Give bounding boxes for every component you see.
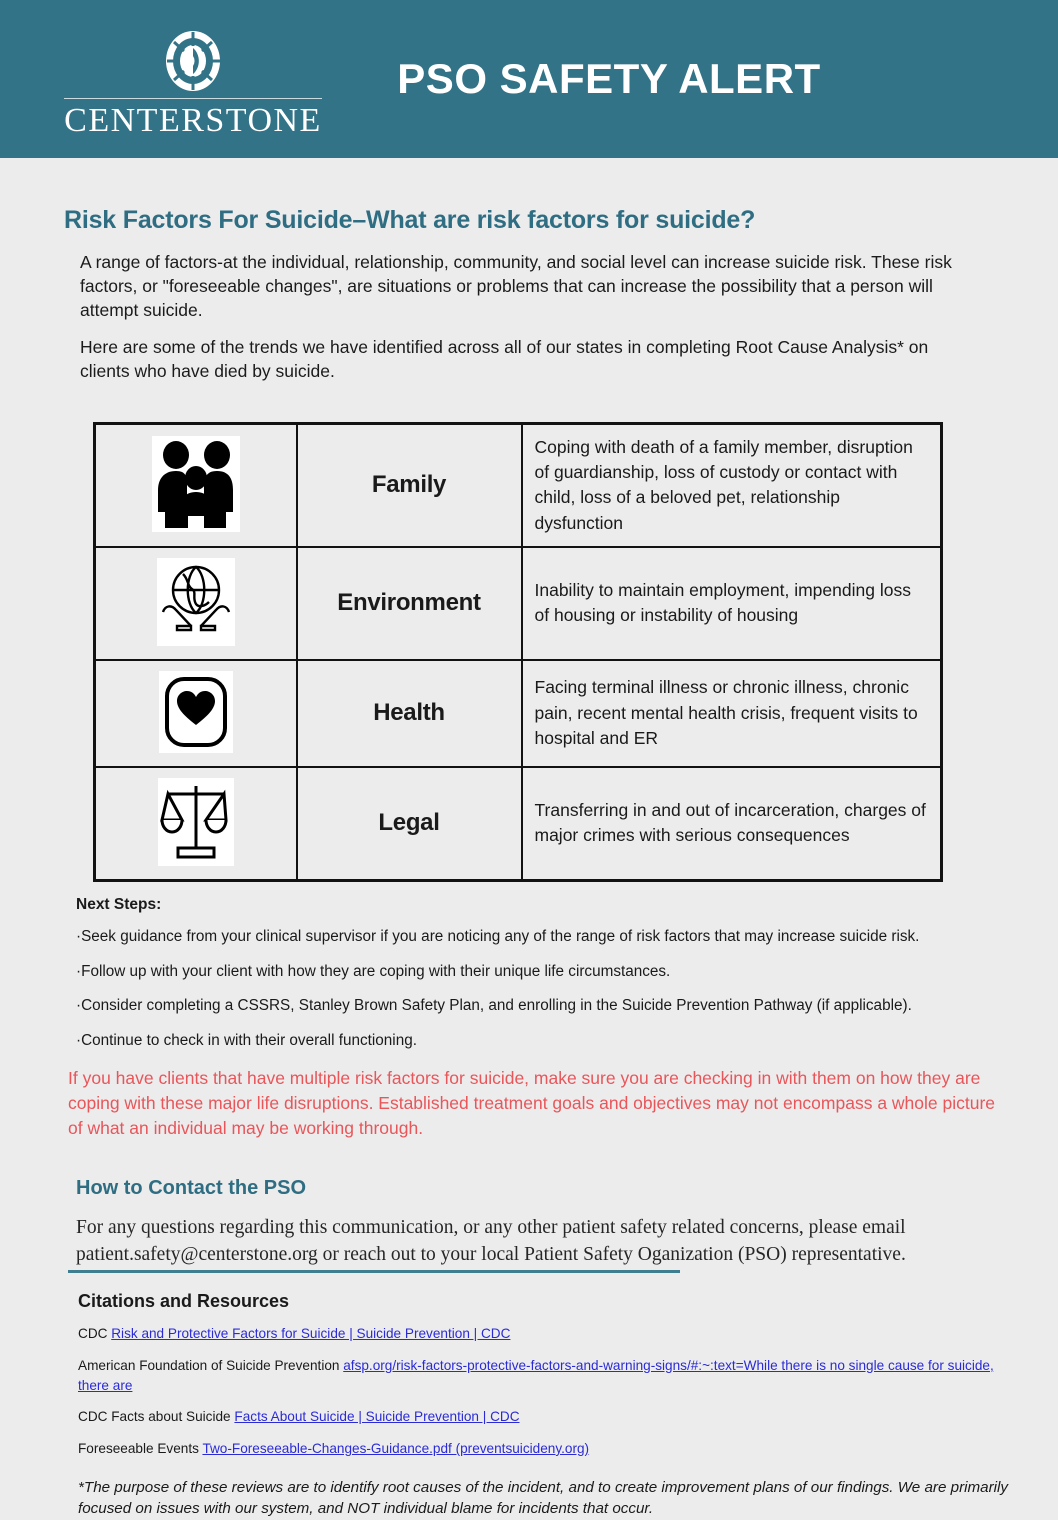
next-steps-heading: Next Steps:	[76, 895, 162, 913]
table-row	[95, 423, 942, 546]
footnote-text: *The purpose of these reviews are to identify root causes of the incident, and to create improvement plans of our findings. We are primarily focused on issues with our system, and NOT individual blame for incidents that occur.	[78, 1478, 1009, 1518]
citation-prefix: American Foundation of Suicide Prevention	[78, 1357, 344, 1373]
section-title: Risk Factors For Suicide–What are risk factors for suicide?	[64, 206, 756, 234]
family-group-icon	[152, 436, 240, 532]
heart-in-rounded-square-icon	[159, 671, 233, 753]
citation-row	[78, 1407, 1008, 1427]
next-steps-block	[76, 896, 1006, 1052]
contact-underline-rule	[68, 1270, 680, 1273]
risk-factors-table	[93, 422, 943, 882]
page-header	[0, 0, 1058, 158]
icon-cell	[95, 423, 297, 546]
intro-block	[80, 251, 978, 384]
warning-callout: If you have clients that have multiple risk factors for suicide, make sure you are checking in with them on how they are coping with these major life disruptions. Established treatment goals and objectives may not encompass a whole picture of what an individual may be working through.	[68, 1068, 996, 1138]
citation-row	[78, 1356, 1008, 1395]
risk-label: Health	[297, 660, 522, 767]
risk-label: Legal	[297, 767, 522, 881]
citation-prefix: CDC Facts about Suicide	[78, 1409, 235, 1425]
citation-link[interactable]: afsp.org/risk-factors-protective-factors-and-warning-signs/#:~:text=While there is no single cause for suicide, there are	[78, 1357, 994, 1393]
contact-lead-text: For any questions regarding this communication, or any other patient safety related concerns, please email	[76, 1216, 906, 1238]
table-row	[95, 660, 942, 767]
page-body	[0, 206, 1058, 1520]
table-row	[95, 547, 942, 660]
globe-in-hands-icon	[157, 558, 235, 646]
next-steps-item: ·Continue to check in with their overall functioning.	[76, 1032, 417, 1050]
next-steps-item: ·Consider completing a CSSRS, Stanley Brown Safety Plan, and enrolling in the Suicide Prevention Pathway (if applicable).	[76, 997, 912, 1015]
citation-link[interactable]: Facts About Suicide | Suicide Prevention | CDC	[234, 1409, 520, 1425]
risk-label: Environment	[297, 547, 522, 660]
risk-label: Family	[297, 423, 522, 546]
next-steps-item: ·Follow up with your client with how they are coping with their unique life circumstances.	[76, 962, 671, 980]
table-row	[95, 767, 942, 881]
contact-paragraph	[76, 1214, 1006, 1269]
intro-paragraph-1: A range of factors-at the individual, relationship, community, and social level can increase suicide risk. These risk factors, or "foreseeable changes", are situations or problems that can increase the possibility that a person will attempt suicide.	[80, 252, 952, 320]
icon-cell	[95, 547, 297, 660]
icon-cell	[95, 660, 297, 767]
risk-description: Coping with death of a family member, disruption of guardianship, loss of custody or contact with child, loss of a beloved pet, relationship dysfunction	[522, 423, 942, 546]
logo-wordmark: CENTERSTONE	[64, 102, 322, 139]
citations-list	[78, 1324, 1008, 1459]
contact-tail-text: or reach out to your local Patient Safety Oganization (PSO) representative.	[317, 1244, 906, 1266]
risk-description: Transferring in and out of incarceration, charges of major crimes with serious consequences	[522, 767, 942, 881]
contact-email-link[interactable]: patient.safety@centerstone.org	[76, 1244, 318, 1266]
balance-scales-icon	[158, 778, 234, 866]
next-steps-item: ·Seek guidance from your clinical supervisor if you are noticing any of the range of risk factors that may increase suicide risk.	[76, 927, 920, 945]
citation-prefix: Foreseeable Events	[78, 1440, 203, 1456]
contact-section-title: How to Contact the PSO	[76, 1176, 306, 1199]
risk-description: Inability to maintain employment, impending loss of housing or instability of housing	[522, 547, 942, 660]
risk-description: Facing terminal illness or chronic illness, chronic pain, recent mental health crisis, frequent visits to hospital and ER	[522, 660, 942, 767]
citations-title: Citations and Resources	[78, 1291, 290, 1312]
citation-prefix: CDC	[78, 1326, 112, 1342]
citation-link[interactable]: Risk and Protective Factors for Suicide | Suicide Prevention | CDC	[111, 1326, 511, 1342]
citation-row	[78, 1439, 1008, 1459]
icon-cell	[95, 767, 297, 881]
intro-paragraph-2: Here are some of the trends we have identified across all of our states in completing Root Cause Analysis* on clients who have died by suicide.	[80, 337, 929, 382]
page-title: PSO SAFETY ALERT	[397, 55, 821, 102]
citation-link[interactable]: Two-Foreseeable-Changes-Guidance.pdf (preventsuicideny.org)	[202, 1440, 590, 1456]
citation-row	[78, 1324, 1008, 1344]
